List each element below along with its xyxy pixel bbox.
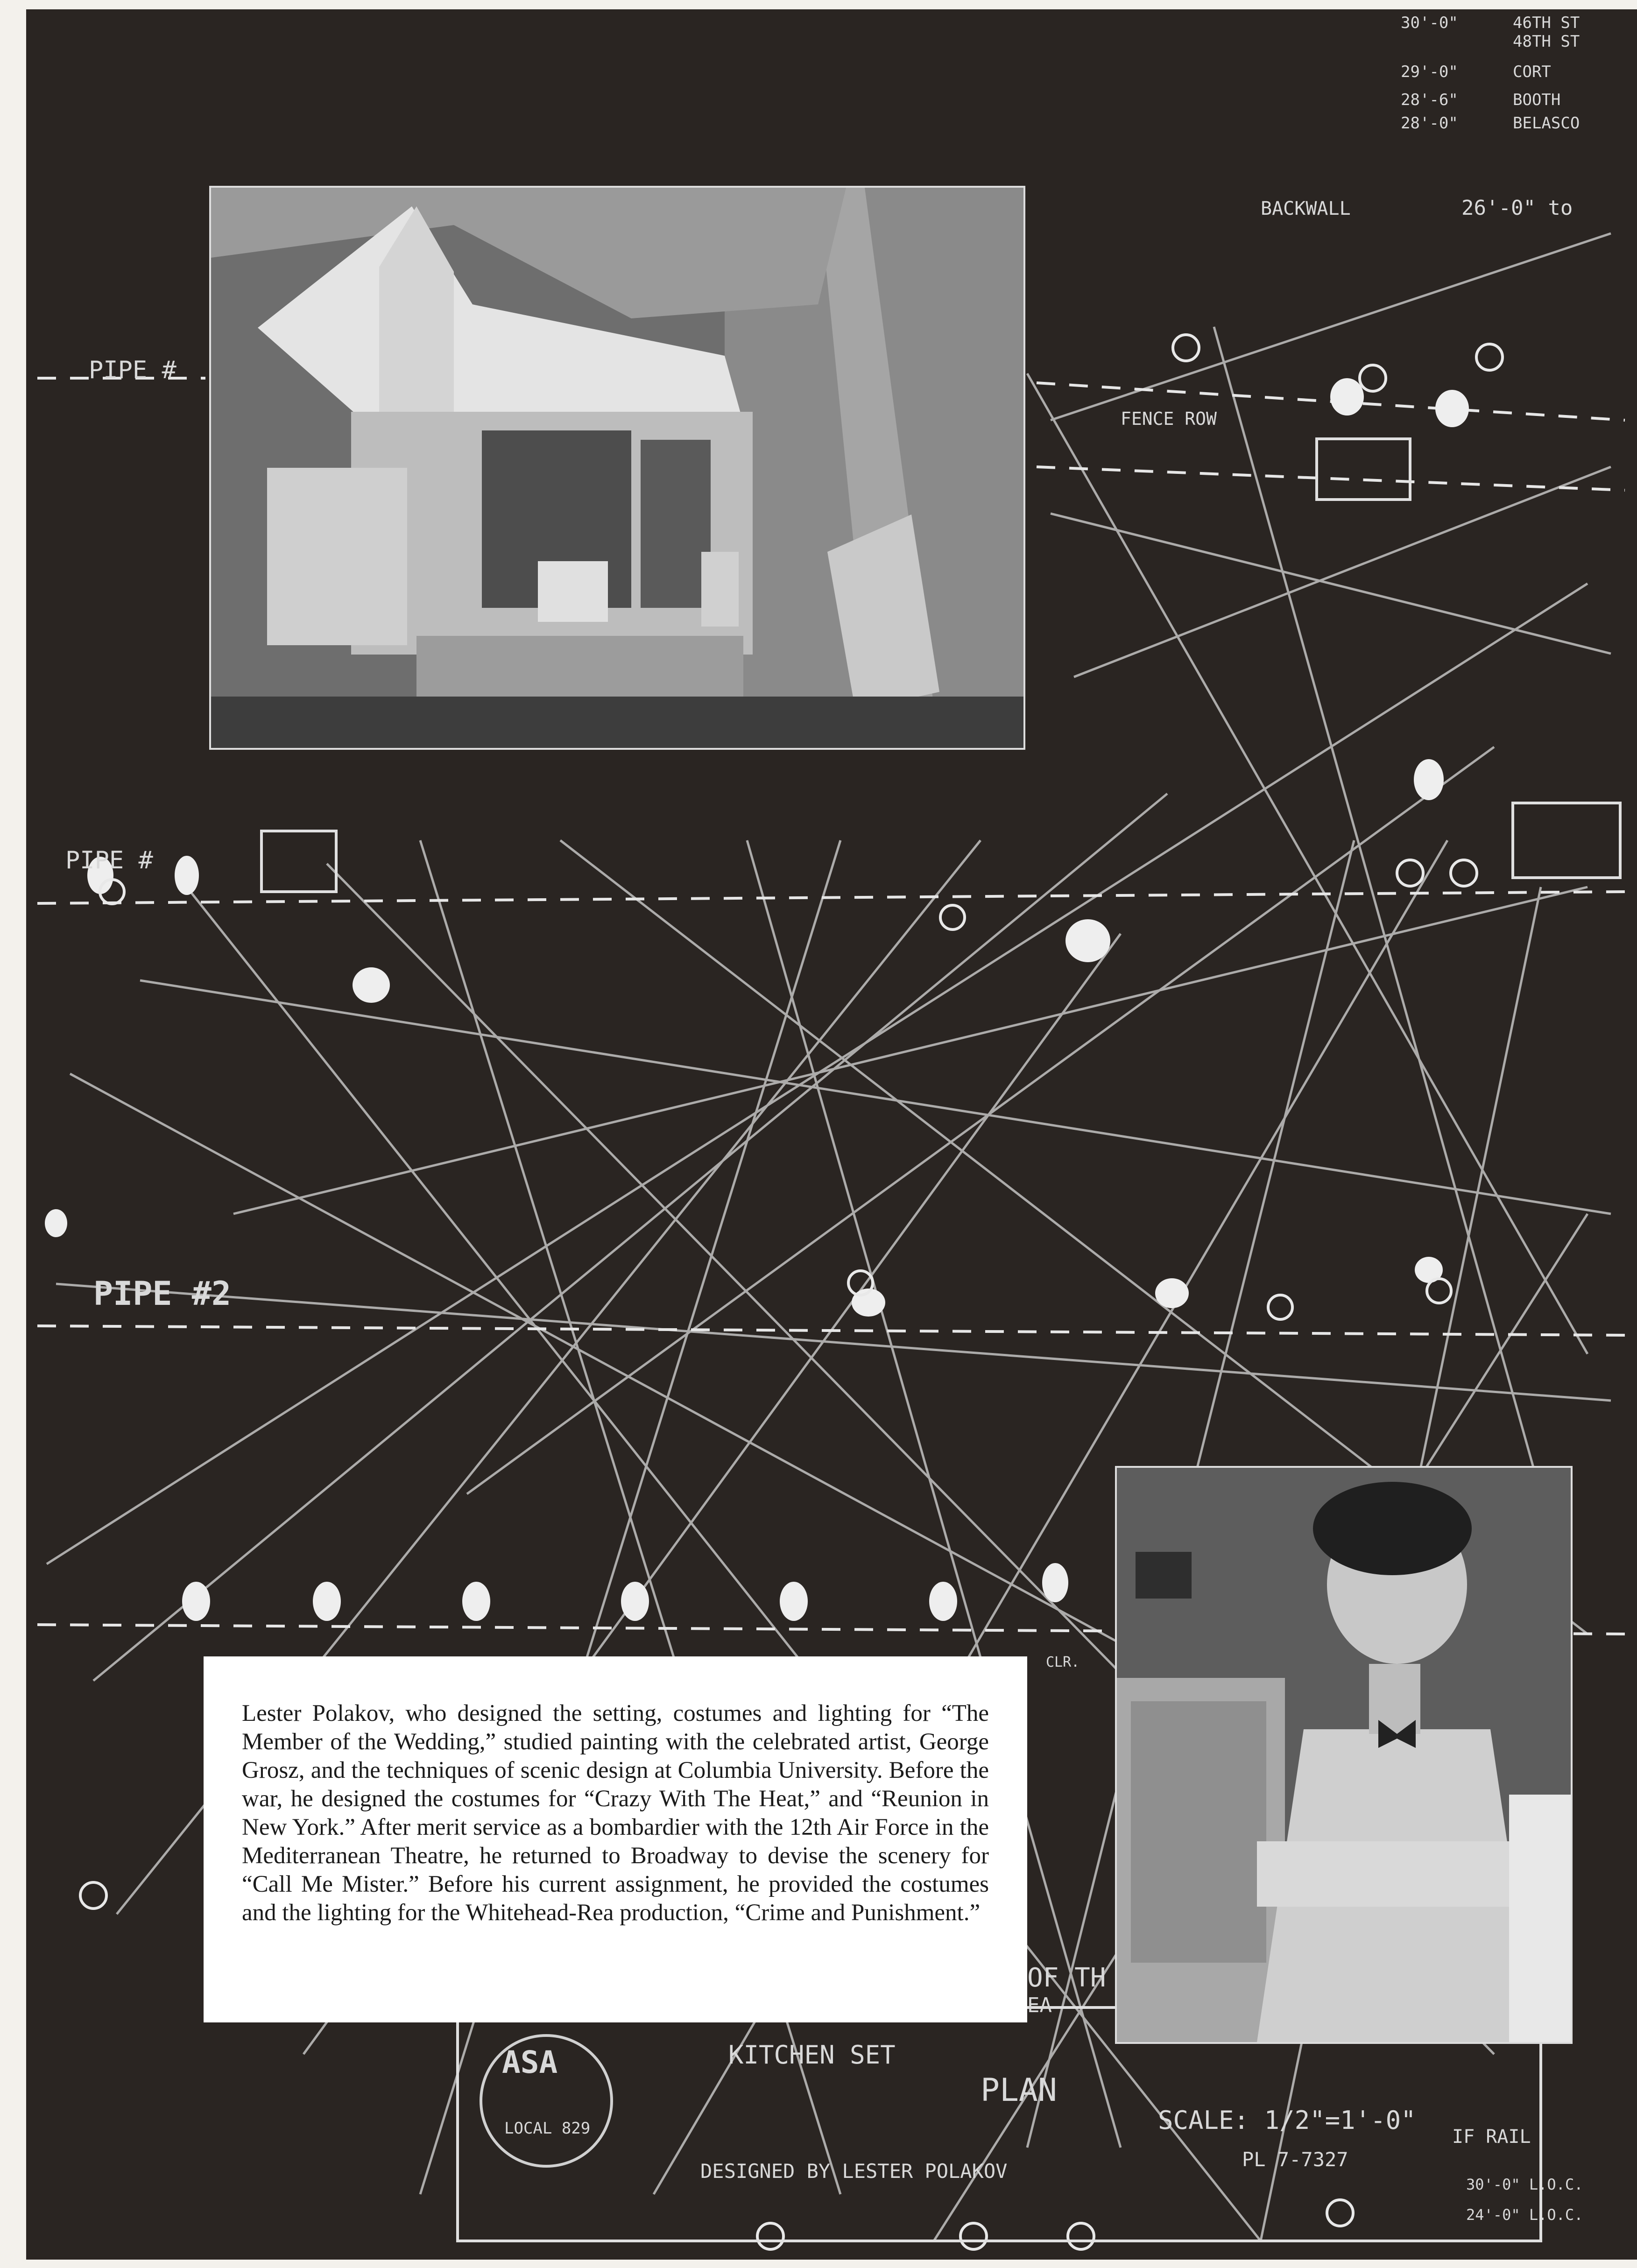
plot-label-scale: SCALE: 1/2"=1'-0": [1158, 2106, 1416, 2135]
set-model-photo: [209, 186, 1025, 750]
set-model-image: [211, 188, 1023, 748]
plot-label-drawing-no: PL 7-7327: [1242, 2148, 1348, 2171]
plot-label-fence-row: FENCE ROW: [1121, 409, 1217, 429]
union-badge-text: ASA: [502, 2044, 558, 2080]
plot-label-dim-1: 30'-0" L.O.C.: [1466, 2176, 1583, 2193]
bio-box: [204, 1656, 1027, 2022]
street-dim-2: 29'-0": [1401, 63, 1458, 81]
plot-label-title-of: OF TH: [1027, 1963, 1106, 1993]
street-dim-1: 30'-0": [1401, 14, 1458, 32]
plot-label-designed-by: DESIGNED BY LESTER POLAKOV: [700, 2160, 1008, 2183]
bio-text: Lester Polakov, who designed the setting, costumes and lighting for “The Member of the Wedding,” studied painting with the celebrated artist, George Grosz, and the techniques of scenic design at Columbia University. Before the war, he designed the costumes for “Crazy With The Heat,” and “Reunion in New York.” After merit service as a bombardier with the 12th Air Force in the Mediterranean Theatre, he returned to Broadway to devise the scenery for “Call Me Mister.” Before his current assignment, he provided the costumes and the lighting for the Whitehead-Rea production, “Crime and Punishment.”: [242, 1700, 989, 1926]
plot-label-title-area: EA: [1027, 1993, 1052, 2017]
plot-label-plan: PLAN: [981, 2072, 1057, 2109]
plot-label-kitchen-set: KITCHEN SET: [728, 2040, 896, 2070]
street-dim-4: 28'-0": [1401, 114, 1458, 133]
plot-label-backwall: BACKWALL: [1261, 198, 1351, 219]
plot-label-clr: CLR.: [1046, 1654, 1080, 1670]
street-4: BOOTH: [1513, 91, 1561, 109]
street-1: 46TH ST: [1513, 14, 1580, 32]
plot-label-pipe-2: PIPE #2: [93, 1275, 232, 1313]
street-3: CORT: [1513, 63, 1551, 81]
plot-label-pipe-upper: PIPE #: [89, 356, 176, 384]
plot-label-dim-2: 24'-0" L.O.C.: [1466, 2206, 1583, 2224]
portrait-image: [1117, 1468, 1571, 2042]
street-2: 48TH ST: [1513, 32, 1580, 51]
plot-label-pipe-middle: PIPE #: [65, 846, 153, 874]
portrait-photo: [1115, 1466, 1573, 2044]
street-5: BELASCO: [1513, 114, 1580, 133]
plot-label-backwall-dim: 26'-0" to: [1461, 196, 1573, 220]
union-local-text: LOCAL 829: [504, 2119, 591, 2138]
street-dim-3: 28'-6": [1401, 91, 1458, 109]
plot-label-rail: IF RAIL: [1452, 2126, 1531, 2148]
